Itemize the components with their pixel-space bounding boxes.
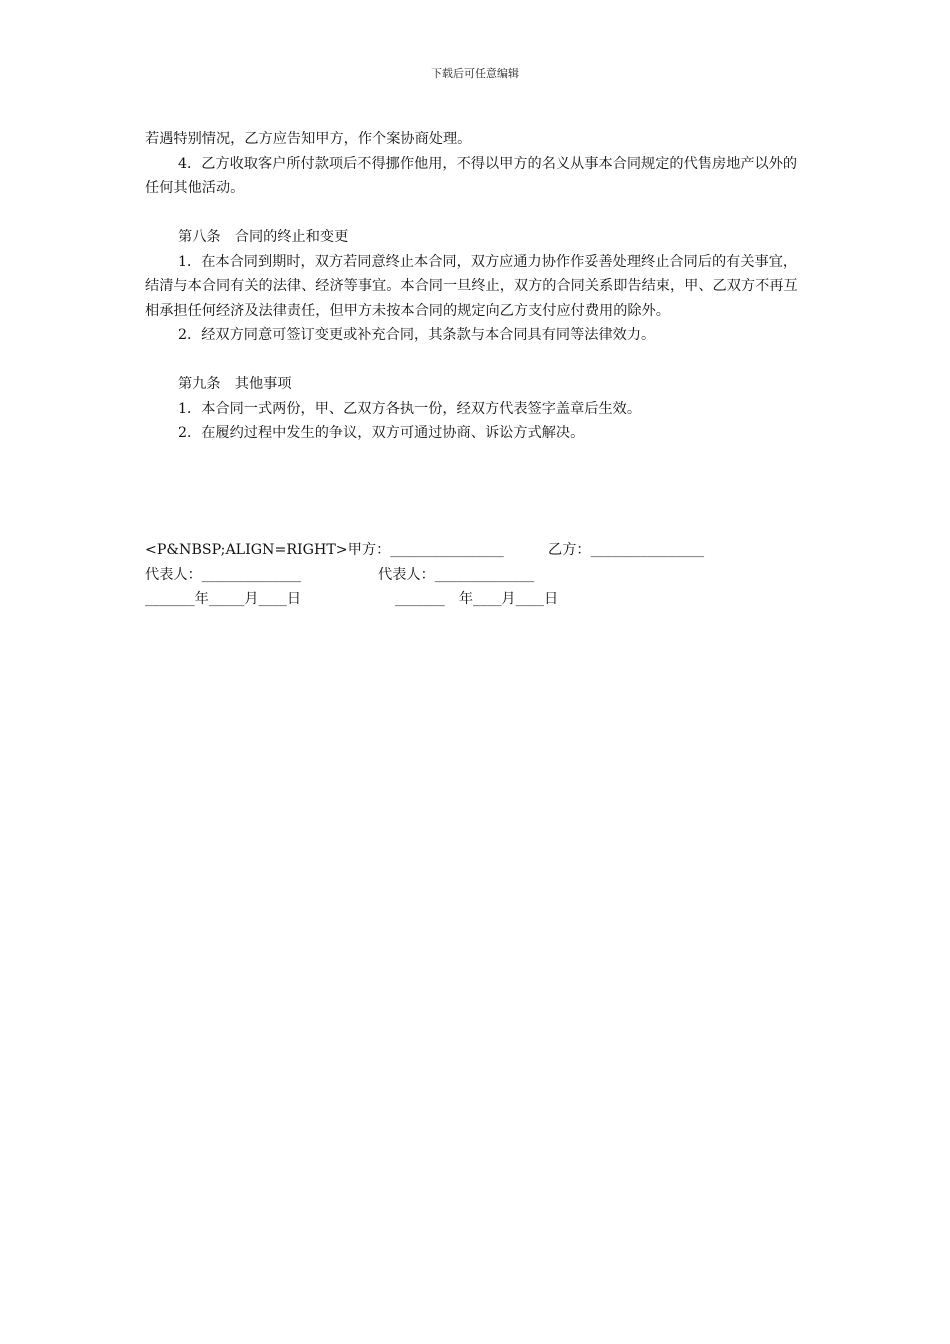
paragraph-article-9-item-1: 1．本合同一式两份，甲、乙双方各执一份，经双方代表签字盖章后生效。 — [178, 400, 642, 417]
signature-representative-row — [145, 563, 810, 588]
spacer — [145, 201, 810, 226]
paragraph-article-8-item-2: 2．经双方同意可签订变更或补充合同，其条款与本合同具有同等法律效力。 — [178, 327, 656, 343]
article-9-title: 第九条 其他事项 — [178, 376, 292, 392]
party-b-field: 乙方：________________ — [548, 542, 705, 558]
paragraph-article-8-item-1 — [145, 250, 810, 324]
date-b-field: _______ 年____月____日 — [395, 591, 559, 607]
signature-party-row — [145, 538, 810, 563]
article-8-item-1-text: 1．在本合同到期时，双方若同意终止本合同，双方应通力协作作妥善处理终止合同后的有关事宜，结清与本合同有关的法律、经济等事宜。本合同一旦终止，双方的合同关系即告结束，甲、乙双方不再互相承担任何经济及法律责任，但甲方未按本合同的规定向乙方支付应付费用的除外。 — [145, 253, 798, 319]
header-note: 下载后可任意编辑 — [431, 67, 519, 80]
representative-a-field: 代表人：______________ — [145, 566, 302, 583]
representative-b-field: 代表人：______________ — [378, 566, 535, 583]
spacer — [145, 348, 810, 373]
paragraph-item-4 — [145, 152, 810, 201]
paragraph-article-9-item-2: 2．在履约过程中发生的争议，双方可通过协商、诉讼方式解决。 — [178, 425, 585, 441]
paragraph-special-case: 若遇特别情况，乙方应告知甲方，作个案协商处理。 — [145, 131, 472, 147]
contract-body — [145, 127, 810, 446]
signature-date-row — [145, 587, 810, 612]
signature-block — [145, 538, 810, 612]
article-8-title: 第八条 合同的终止和变更 — [178, 229, 349, 245]
party-a-field: <P&NBSP;ALIGN=RIGHT>甲方：________________ — [145, 542, 504, 558]
item-4-text: 4．乙方收取客户所付款项后不得挪作他用，不得以甲方的名义从事本合同规定的代售房地产以外的任何其他活动。 — [145, 155, 798, 196]
date-a-field: _______年_____月____日 — [145, 591, 302, 607]
